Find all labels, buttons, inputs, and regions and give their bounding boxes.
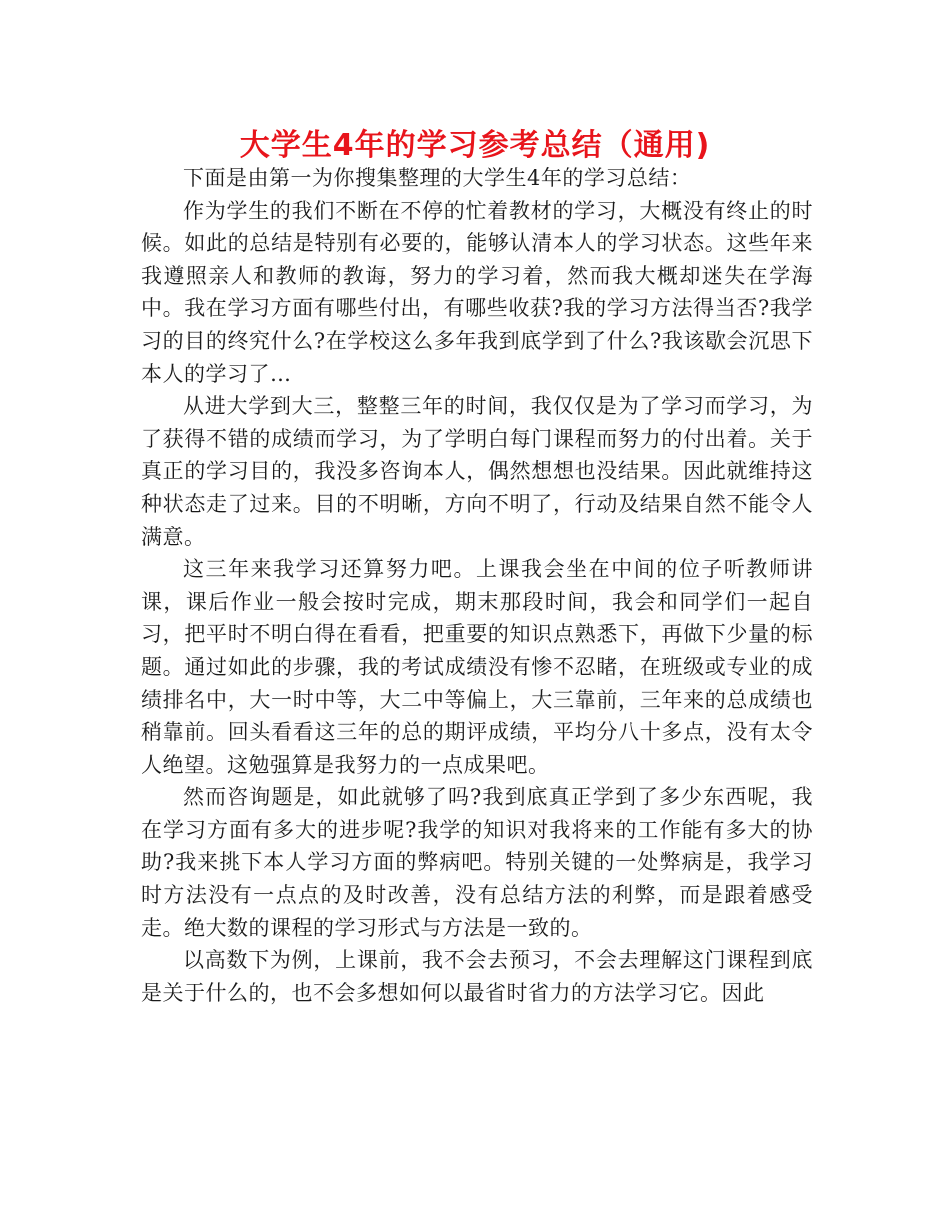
document-body	[141, 162, 813, 1009]
paragraph: 作为学生的我们不断在不停的忙着教材的学习，大概没有终止的时候。如此的总结是特别有必要的，能够认清本人的学习状态。这些年来我遵照亲人和教师的教诲，努力的学习着，然而我大概却迷失在学海中。我在学习方面有哪些付出，有哪些收获?我的学习方法得当否?我学习的目的终究什么?在学校这么多年我到底学到了什么?我该歇会沉思下本人的学习了…	[141, 198, 813, 386]
paragraph: 以高数下为例，上课前，我不会去预习，不会去理解这门课程到底是关于什么的，也不会多想如何以最省时省力的方法学习它。因此	[141, 948, 813, 1005]
paragraph: 从进大学到大三，整整三年的时间，我仅仅是为了学习而学习，为了获得不错的成绩而学习，为了学明白每门课程而努力的付出着。关于真正的学习目的，我没多咨询本人，偶然想想也没结果。因此就维持这种状态走了过来。目的不明晰，方向不明了，行动及结果自然不能令人满意。	[141, 394, 813, 549]
paragraph: 这三年来我学习还算努力吧。上课我会坐在中间的位子听教师讲课，课后作业一般会按时完成，期末那段时间，我会和同学们一起自习，把平时不明白得在看看，把重要的知识点熟悉下，再做下少量的标题。通过如此的步骤，我的考试成绩没有惨不忍睹，在班级或专业的成绩排名中，大一时中等，大二中等偏上，大三靠前，三年来的总成绩也稍靠前。回头看看这三年的总的期评成绩，平均分八十多点，没有太令人绝望。这勉强算是我努力的一点成果吧。	[141, 557, 813, 777]
document-title: 大学生4年的学习参考总结（通用)	[239, 128, 711, 163]
paragraph: 然而咨询题是，如此就够了吗?我到底真正学到了多少东西呢，我在学习方面有多大的进步呢?我学的知识对我将来的工作能有多大的协助?我来挑下本人学习方面的弊病吧。特别关键的一处弊病是，我学习时方法没有一点点的及时改善，没有总结方法的利弊，而是跟着感受走。绝大数的课程的学习形式与方法是一致的。	[141, 785, 813, 940]
paragraph-intro: 下面是由第一为你搜集整理的大学生4年的学习总结：	[183, 166, 692, 190]
